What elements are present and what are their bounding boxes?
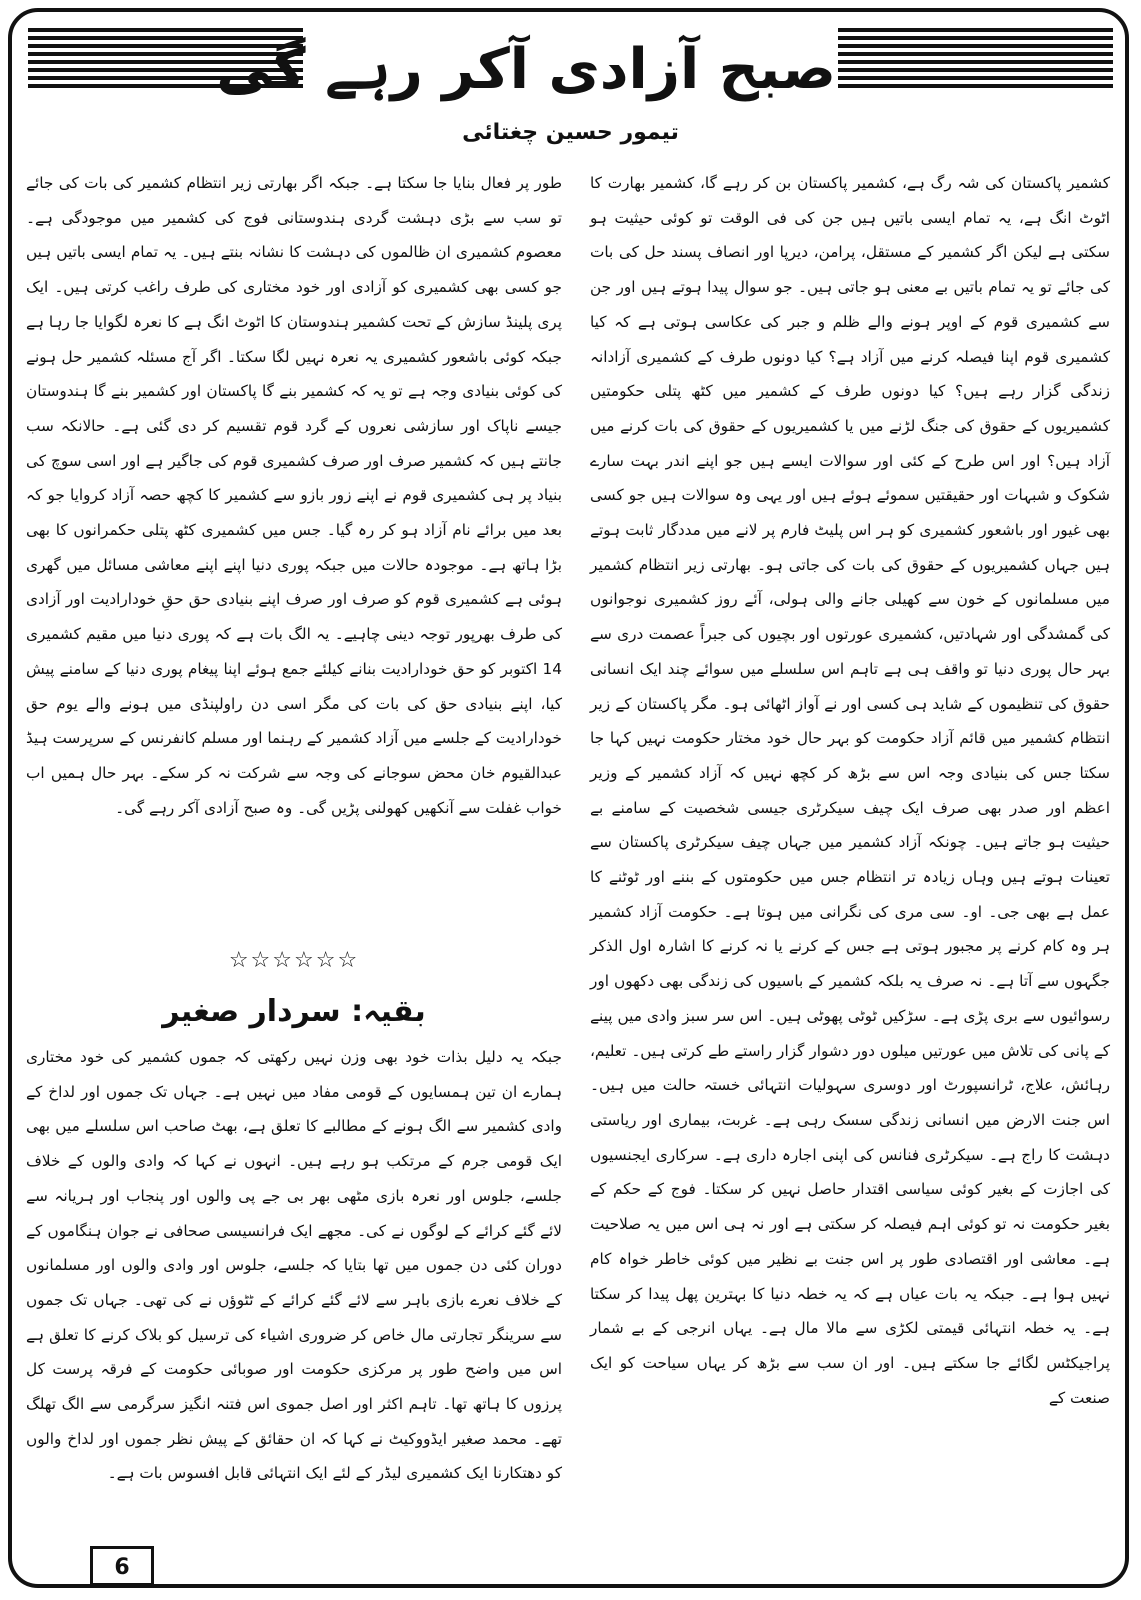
- continuation-body: جبکہ یہ دلیل بذات خود بھی وزن نہیں رکھتی کہ جموں کشمیر کی خود مختاری ہمارے ان تین ہمسایوں کے قومی مفاد میں نہیں ہے۔ جہاں تک جموں اور لداخ کے وادی کشمیر سے الگ ہونے کے مطالبے کا تعلق ہے، بھٹ صاحب اس سلسلے میں بھی ایک قومی جرم کے مرتکب ہو رہے ہیں۔ انہوں نے کہا کہ وادی والوں کے خلاف جلسے، جلوس اور نعرہ بازی مٹھی بھر بی جے پی والوں اور پنجاب اور ہریانہ سے لائے گئے کرائے کے لوگوں نے کی۔ مجھے ایک فرانسیسی صحافی نے جوان ہنگاموں کے دوران کئی دن جموں میں تھا بتایا کہ جلسے، جلوس اور وادی والوں اور مسلمانوں کے خلاف نعرے بازی باہر سے لائے گئے کرائے کے ٹٹوؤں نے کی تھی۔ جہاں تک جموں سے سرینگر تجارتی مال خاص کر ضروری اشیاء کی ترسیل کو بلاک کرنے کا تعلق ہے اس میں واضح طور پر مرکزی حکومت اور صوبائی حکومت کے فرقہ پرست کل پرزوں کا ہاتھ تھا۔ تاہم اکثر اور اصل جموی اس فتنہ انگیز سرگرمی سے الگ تھلگ تھے۔ محمد صغیر ایڈووکیٹ نے کہا کہ ان حقائق کے پیش نظر جموں اور لداخ والوں کو دھتکارنا ایک کشمیری لیڈر کے لئے ایک انتہائی قابل افسوس بات ہے۔: [26, 1048, 562, 1483]
- article-author: تیمور حسین چغتائی: [462, 120, 679, 145]
- article-body-left-column: طور پر فعال بنایا جا سکتا ہے۔ جبکہ اگر بھارتی زیر انتظام کشمیر کی بات کی جائے تو سب سے بڑی دہشت گردی ہندوستانی فوج کی کشمیر میں موجودگی ہے۔ معصوم کشمیری ان ظالموں کی دہشت کا نشانہ بنتے ہیں۔ یہ تمام ایسی باتیں ہیں جو کسی بھی کشمیری کو آزادی اور خود مختاری کی طرف راغب کرتی ہیں۔ ایک پری پلینڈ سازش کے تحت کشمیر ہندوستان کا اٹوٹ انگ ہے کا نعرہ لگوایا جا رہا ہے جبکہ کوئی باشعور کشمیری یہ نعرہ نہیں لگا سکتا۔ اگر آج مسئلہ کشمیر حل ہونے کی کوئی بنیادی وجہ ہے تو یہ کہ کشمیر بنے گا پاکستان اور کشمیر بنے گا ہندوستان جیسے ناپاک اور سازشی نعروں کے گرد قوم تقسیم کر دی گئی ہے۔ حالانکہ سب جانتے ہیں کہ کشمیر صرف اور صرف کشمیری قوم کی جاگیر ہے اور اسی سوچ کی بنیاد پر ہی کشمیری قوم نے اپنے زور بازو سے کشمیر کا کچھ حصہ آزاد کروایا جو کہ بعد میں برائے نام آزاد ہو کر رہ گیا۔ جس میں کشمیری کٹھ پتلی حکمرانوں کا بھی بڑا ہاتھ ہے۔ موجودہ حالات میں جبکہ پوری دنیا اپنے اپنے معاشی مسائل میں گھری ہوئی ہے کشمیری قوم کو صرف اور صرف اپنے بنیادی حق حقِ خودارادیت اور آزادی کی طرف بھرپور توجہ دینی چاہیے۔ یہ الگ بات ہے کہ پوری دنیا میں مقیم کشمیری 14 اکتوبر کو حق خودارادیت بنانے کیلئے جمع ہوئے اپنا پیغام پوری دنیا کے سامنے پیش کیا، اپنے بنیادی حق کی بات کی مگر اسی دن راولپنڈی میں ہونے والے یوم حق خودارادیت کے جلسے میں آزاد کشمیر کے رہنما اور مسلم کانفرنس کے سرپرست ہیڈ عبدالقیوم خان محض سوجانے کی وجہ سے شرکت نہ کر سکے۔ بہر حال ہمیں اب خواب غفلت سے آنکھیں کھولنی پڑیں گی۔ وہ صبح آزادی آکر رہے گی۔: [26, 174, 562, 817]
- header-rule-right: [838, 28, 1113, 98]
- page-number: 6: [90, 1546, 154, 1586]
- article-body-right-column: کشمیر پاکستان کی شہ رگ ہے، کشمیر پاکستان بن کر رہے گا، کشمیر بھارت کا اٹوٹ انگ ہے، یہ تمام ایسی باتیں ہیں جن کی فی الوقت تو کوئی حیثیت ہو سکتی ہے لیکن اگر کشمیر کے مستقل، پرامن، دیرپا اور انصاف پسند حل کی بات کی جائے تو یہ تمام باتیں بے معنی ہو جاتی ہیں۔ جو سوال پیدا ہوتے ہیں اور جن سے کشمیری قوم کے اوپر ہونے والے ظلم و جبر کی عکاسی ہوتی ہے کہ کیا کشمیری قوم اپنا فیصلہ کرنے میں آزاد ہے؟ کیا دونوں طرف کے کشمیری آزادانہ زندگی گزار رہے ہیں؟ کیا دونوں طرف کے کشمیر میں کٹھ پتلی حکومتیں کشمیریوں کے حقوق کی جنگ لڑنے میں یا کشمیریوں کے حقوق کی بات کرنے میں آزاد ہیں؟ اور اس طرح کے کئی اور سوالات ایسے ہیں جو اپنے اندر بہت سارے شکوک و شبہات اور حقیقتیں سموئے ہوئے ہیں اور یہی وہ سوالات ہیں جو کسی بھی غیور اور باشعور کشمیری کو ہر اس پلیٹ فارم پر لانے میں مددگار ثابت ہوتے ہیں جہاں کشمیریوں کے حقوق کی بات کی جاتی ہو۔ بھارتی زیر انتظام کشمیر میں مسلمانوں کے خون سے کھیلی جانے والی ہولی، آئے روز کشمیری نوجوانوں کی گمشدگی اور شہادتیں، کشمیری عورتوں اور بچیوں کی جبراً عصمت دری سے بہر حال پوری دنیا تو واقف ہی ہے تاہم اس سلسلے میں سوائے چند ایک انسانی حقوق کی تنظیموں کے شاید ہی کسی اور نے آواز اٹھائی ہو۔ مگر پاکستان کے زیر انتظام کشمیر میں قائم آزاد حکومت کو بہر حال خود مختار حکومت نہیں کہا جا سکتا جس کی بنیادی وجہ اس سے بڑھ کر کچھ نہیں کہ آزاد کشمیر کے وزیر اعظم اور صدر بھی صرف ایک چیف سیکرٹری جیسی شخصیت کے سامنے بے حیثیت ہو جاتے ہیں۔ چونکہ آزاد کشمیر میں جہاں چیف سیکرٹری پاکستان سے تعینات ہوتے ہیں وہاں زیادہ تر انتظام جس میں حکومتوں کے بننے اور ٹوٹنے کا عمل ہے بھی جی۔ او۔ سی مری کی نگرانی میں ہوتا ہے۔ حکومت آزاد کشمیر ہر وہ کام کرنے پر مجبور ہوتی ہے جس کے کرنے یا نہ کرنے کا اشارہ اول الذکر جگہوں سے آتا ہے۔ نہ صرف یہ بلکہ کشمیر کے باسیوں کی زندگی بھی دکھوں اور رسوائیوں سے بری پڑی ہے۔ سڑکیں ٹوٹی پھوٹی ہیں۔ اس سر سبز وادی میں پینے کے پانی کی تلاش میں عورتیں میلوں دور دشوار گزار راستے طے کرتی ہیں۔ تعلیم، رہائش، علاج، ٹرانسپورٹ اور دوسری سہولیات انتہائی خستہ حالت میں ہیں۔ اس جنت الارض میں انسانی زندگی سسک رہی ہے۔ غربت، بیماری اور ریاستی دہشت کا راج ہے۔ سیکرٹری فنانس کی اپنی اجارہ داری ہے۔ سرکاری ایجنسیوں کی اجازت کے بغیر کوئی سیاسی اقتدار حاصل نہیں کر سکتا۔ فوج کے حکم کے بغیر حکومت نہ تو کوئی اہم فیصلہ کر سکتی ہے اور نہ ہی اس میں یہ صلاحیت ہے۔ معاشی اور اقتصادی طور پر اس جنت بے نظیر میں کوئی خاطر خواہ کام نہیں ہوا ہے۔ جبکہ یہ بات عیاں ہے کہ یہ خطہ دنیا کا بہترین پھل پیدا کر سکتا ہے۔ یہ خطہ انتہائی قیمتی لکڑی سے مالا مال ہے۔ یہاں انرجی کے بے شمار پراجیکٹس لگائے جا سکتے ہیں۔ اور ان سب سے بڑھ کر یہاں سیاحت کو ایک صنعت کے: [590, 174, 1110, 1407]
- continuation-title: بقیہ: سردار صغیر: [162, 994, 426, 1029]
- article-title: صبح آزادی آکر رہے گی: [216, 37, 836, 102]
- star-divider: ☆☆☆☆☆☆: [228, 948, 360, 973]
